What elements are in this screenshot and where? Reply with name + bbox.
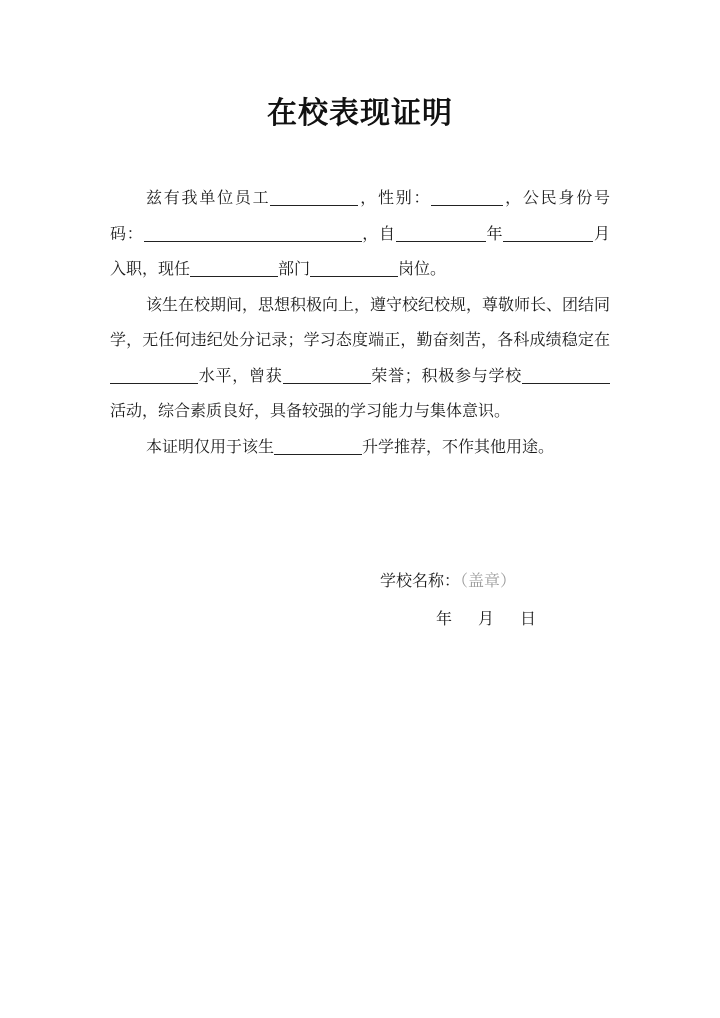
text-segment: 水平，曾获	[198, 365, 283, 385]
text-segment: 岗位。	[398, 259, 447, 278]
blank-activities[interactable]	[522, 365, 610, 384]
blank-grade-level[interactable]	[110, 365, 198, 384]
blank-year[interactable]	[396, 223, 486, 242]
signature-school	[380, 568, 516, 591]
paragraph-performance	[110, 287, 610, 429]
date-day-label: 日	[520, 609, 537, 628]
date-year-label: 年	[436, 609, 453, 628]
text-segment: 该生在校期间，思想积极向上，遵守校纪校规，尊敬师长、团结同学，无任何违纪处分记录；学习态度端正，勤奋刻苦，各科成绩稳定在	[110, 294, 611, 349]
text-segment: 升学推荐，不作其他用途。	[362, 436, 555, 456]
stamp-hint: （盖章）	[460, 571, 517, 590]
text-segment: 兹有我单位员工	[146, 188, 271, 207]
blank-school-target[interactable]	[274, 436, 362, 455]
text-segment: ，自	[361, 223, 396, 243]
text-segment: 本证明仅用于该生	[146, 436, 275, 456]
blank-id-number[interactable]	[144, 223, 362, 242]
text-segment: 月入职，现任	[110, 223, 610, 278]
document-body	[110, 180, 610, 464]
paragraph-employment	[110, 180, 610, 287]
school-name-label: 学校名称：	[380, 571, 461, 590]
text-segment: 荣誉；积极参与学校	[370, 365, 522, 385]
text-segment: ，公民身份号码：	[110, 188, 610, 243]
blank-department[interactable]	[190, 258, 278, 277]
blank-employee-name[interactable]	[270, 187, 358, 206]
signature-date	[436, 606, 536, 629]
date-month-label: 月	[478, 609, 495, 628]
document-title: 在校表现证明	[267, 96, 453, 131]
blank-month[interactable]	[503, 223, 593, 242]
paragraph-purpose	[110, 429, 610, 465]
blank-honors[interactable]	[283, 365, 371, 384]
blank-gender[interactable]	[431, 187, 503, 206]
text-segment: 年	[485, 223, 504, 243]
blank-position[interactable]	[310, 258, 398, 277]
text-segment: 部门	[278, 259, 311, 278]
text-segment: 活动，综合素质良好，具备较强的学习能力与集体意识。	[110, 401, 511, 420]
text-segment: ，性别：	[358, 188, 432, 207]
